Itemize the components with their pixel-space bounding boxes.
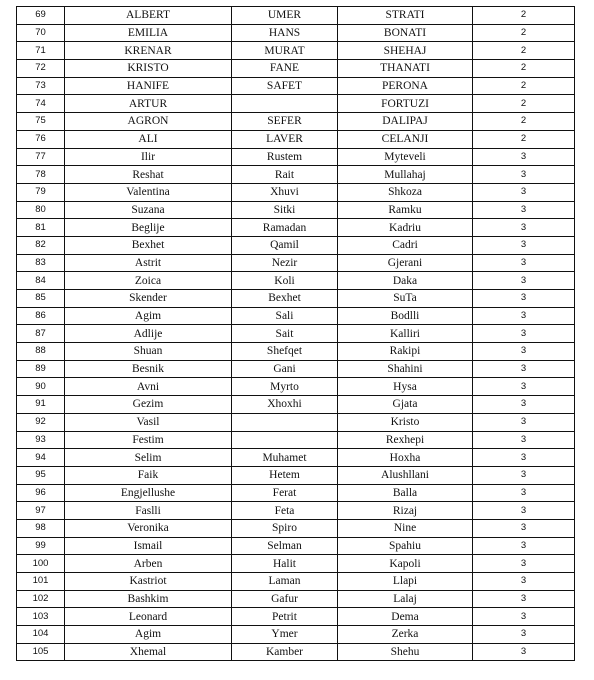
last-name-cell: Dema — [338, 608, 473, 626]
last-name-cell: Rakipi — [338, 343, 473, 361]
row-number-cell: 81 — [17, 219, 65, 237]
last-name-cell: SuTa — [338, 290, 473, 308]
first-name-cell: Suzana — [65, 201, 232, 219]
last-name-cell: Rexhepi — [338, 431, 473, 449]
last-name-cell: DALIPAJ — [338, 113, 473, 131]
table-row — [17, 431, 575, 449]
last-name-cell: Myteveli — [338, 148, 473, 166]
table-row — [17, 573, 575, 591]
category-cell: 2 — [473, 7, 575, 25]
first-name-cell: Skender — [65, 290, 232, 308]
row-number-cell: 79 — [17, 183, 65, 201]
category-cell: 3 — [473, 396, 575, 414]
father-name-cell: Sali — [232, 307, 338, 325]
first-name-cell: Ismail — [65, 537, 232, 555]
father-name-cell: Kamber — [232, 643, 338, 661]
category-cell: 3 — [473, 166, 575, 184]
category-cell: 3 — [473, 343, 575, 361]
first-name-cell: Gezim — [65, 396, 232, 414]
row-number-cell: 100 — [17, 555, 65, 573]
table-row — [17, 60, 575, 78]
last-name-cell: Lalaj — [338, 590, 473, 608]
last-name-cell: Cadri — [338, 236, 473, 254]
last-name-cell: Hysa — [338, 378, 473, 396]
row-number-cell: 88 — [17, 343, 65, 361]
row-number-cell: 87 — [17, 325, 65, 343]
last-name-cell: Alushllani — [338, 466, 473, 484]
row-number-cell: 72 — [17, 60, 65, 78]
row-number-cell: 99 — [17, 537, 65, 555]
first-name-cell: EMILIA — [65, 24, 232, 42]
first-name-cell: Ilir — [65, 148, 232, 166]
father-name-cell: MURAT — [232, 42, 338, 60]
row-number-cell: 85 — [17, 290, 65, 308]
first-name-cell: Kastriot — [65, 573, 232, 591]
table-row — [17, 449, 575, 467]
table-row — [17, 608, 575, 626]
row-number-cell: 86 — [17, 307, 65, 325]
father-name-cell: Rustem — [232, 148, 338, 166]
last-name-cell: Kalliri — [338, 325, 473, 343]
father-name-cell: Spiro — [232, 519, 338, 537]
first-name-cell: Selim — [65, 449, 232, 467]
last-name-cell: Bodlli — [338, 307, 473, 325]
last-name-cell: Kristo — [338, 413, 473, 431]
category-cell: 3 — [473, 537, 575, 555]
category-cell: 2 — [473, 95, 575, 113]
category-cell: 2 — [473, 60, 575, 78]
row-number-cell: 71 — [17, 42, 65, 60]
row-number-cell: 75 — [17, 113, 65, 131]
father-name-cell: Myrto — [232, 378, 338, 396]
category-cell: 3 — [473, 325, 575, 343]
table-row — [17, 537, 575, 555]
last-name-cell: Shehu — [338, 643, 473, 661]
first-name-cell: Shuan — [65, 343, 232, 361]
table-row — [17, 343, 575, 361]
last-name-cell: Mullahaj — [338, 166, 473, 184]
category-cell: 3 — [473, 590, 575, 608]
category-cell: 3 — [473, 502, 575, 520]
table-body — [17, 7, 575, 661]
name-list-table — [16, 6, 575, 661]
category-cell: 3 — [473, 378, 575, 396]
last-name-cell: Balla — [338, 484, 473, 502]
first-name-cell: Bashkim — [65, 590, 232, 608]
last-name-cell: THANATI — [338, 60, 473, 78]
father-name-cell: Ferat — [232, 484, 338, 502]
table-row — [17, 590, 575, 608]
row-number-cell: 70 — [17, 24, 65, 42]
last-name-cell: Rizaj — [338, 502, 473, 520]
first-name-cell: Valentina — [65, 183, 232, 201]
table-row — [17, 413, 575, 431]
last-name-cell: FORTUZI — [338, 95, 473, 113]
table-row — [17, 113, 575, 131]
father-name-cell: Xhoxhi — [232, 396, 338, 414]
table-row — [17, 290, 575, 308]
last-name-cell: Shahini — [338, 360, 473, 378]
row-number-cell: 78 — [17, 166, 65, 184]
father-name-cell: Sait — [232, 325, 338, 343]
last-name-cell: STRATI — [338, 7, 473, 25]
category-cell: 2 — [473, 113, 575, 131]
first-name-cell: Bexhet — [65, 236, 232, 254]
row-number-cell: 103 — [17, 608, 65, 626]
table-row — [17, 378, 575, 396]
category-cell: 3 — [473, 413, 575, 431]
table-row — [17, 254, 575, 272]
father-name-cell: UMER — [232, 7, 338, 25]
category-cell: 3 — [473, 484, 575, 502]
father-name-cell: SEFER — [232, 113, 338, 131]
father-name-cell: Sitki — [232, 201, 338, 219]
father-name-cell: Feta — [232, 502, 338, 520]
category-cell: 3 — [473, 219, 575, 237]
father-name-cell: Ymer — [232, 626, 338, 644]
category-cell: 2 — [473, 24, 575, 42]
table-row — [17, 24, 575, 42]
table-row — [17, 502, 575, 520]
father-name-cell: HANS — [232, 24, 338, 42]
table-row — [17, 643, 575, 661]
father-name-cell: Gani — [232, 360, 338, 378]
last-name-cell: Shkoza — [338, 183, 473, 201]
row-number-cell: 73 — [17, 77, 65, 95]
last-name-cell: Gjerani — [338, 254, 473, 272]
category-cell: 3 — [473, 555, 575, 573]
father-name-cell: Bexhet — [232, 290, 338, 308]
row-number-cell: 105 — [17, 643, 65, 661]
table-row — [17, 77, 575, 95]
father-name-cell: Selman — [232, 537, 338, 555]
row-number-cell: 74 — [17, 95, 65, 113]
row-number-cell: 80 — [17, 201, 65, 219]
first-name-cell: Veronika — [65, 519, 232, 537]
row-number-cell: 90 — [17, 378, 65, 396]
father-name-cell — [232, 413, 338, 431]
last-name-cell: Daka — [338, 272, 473, 290]
father-name-cell: Qamil — [232, 236, 338, 254]
category-cell: 3 — [473, 236, 575, 254]
first-name-cell: Festim — [65, 431, 232, 449]
father-name-cell: Gafur — [232, 590, 338, 608]
category-cell: 2 — [473, 130, 575, 148]
row-number-cell: 77 — [17, 148, 65, 166]
table-row — [17, 166, 575, 184]
category-cell: 3 — [473, 431, 575, 449]
row-number-cell: 83 — [17, 254, 65, 272]
first-name-cell: Reshat — [65, 166, 232, 184]
last-name-cell: PERONA — [338, 77, 473, 95]
father-name-cell: LAVER — [232, 130, 338, 148]
row-number-cell: 69 — [17, 7, 65, 25]
row-number-cell: 94 — [17, 449, 65, 467]
father-name-cell: Nezir — [232, 254, 338, 272]
father-name-cell — [232, 95, 338, 113]
table-row — [17, 307, 575, 325]
first-name-cell: ALBERT — [65, 7, 232, 25]
first-name-cell: Astrit — [65, 254, 232, 272]
last-name-cell: Spahiu — [338, 537, 473, 555]
table-row — [17, 360, 575, 378]
row-number-cell: 82 — [17, 236, 65, 254]
father-name-cell: Laman — [232, 573, 338, 591]
father-name-cell: Muhamet — [232, 449, 338, 467]
category-cell: 3 — [473, 307, 575, 325]
row-number-cell: 104 — [17, 626, 65, 644]
last-name-cell: Kapoli — [338, 555, 473, 573]
first-name-cell: Leonard — [65, 608, 232, 626]
name-list-sheet — [16, 6, 575, 661]
table-row — [17, 42, 575, 60]
row-number-cell: 93 — [17, 431, 65, 449]
category-cell: 3 — [473, 290, 575, 308]
row-number-cell: 98 — [17, 519, 65, 537]
table-row — [17, 626, 575, 644]
category-cell: 3 — [473, 466, 575, 484]
last-name-cell: Kadriu — [338, 219, 473, 237]
first-name-cell: HANIFE — [65, 77, 232, 95]
first-name-cell: Vasil — [65, 413, 232, 431]
table-row — [17, 519, 575, 537]
table-row — [17, 272, 575, 290]
father-name-cell: Halit — [232, 555, 338, 573]
table-row — [17, 325, 575, 343]
row-number-cell: 101 — [17, 573, 65, 591]
category-cell: 2 — [473, 77, 575, 95]
father-name-cell: Rait — [232, 166, 338, 184]
first-name-cell: Agim — [65, 307, 232, 325]
first-name-cell: ARTUR — [65, 95, 232, 113]
first-name-cell: Zoica — [65, 272, 232, 290]
row-number-cell: 91 — [17, 396, 65, 414]
last-name-cell: BONATI — [338, 24, 473, 42]
table-row — [17, 130, 575, 148]
category-cell: 3 — [473, 183, 575, 201]
category-cell: 3 — [473, 201, 575, 219]
last-name-cell: CELANJI — [338, 130, 473, 148]
last-name-cell: Gjata — [338, 396, 473, 414]
row-number-cell: 95 — [17, 466, 65, 484]
category-cell: 3 — [473, 449, 575, 467]
father-name-cell: Shefqet — [232, 343, 338, 361]
first-name-cell: Avni — [65, 378, 232, 396]
category-cell: 3 — [473, 643, 575, 661]
first-name-cell: KRISTO — [65, 60, 232, 78]
first-name-cell: Xhemal — [65, 643, 232, 661]
father-name-cell: Petrit — [232, 608, 338, 626]
table-row — [17, 183, 575, 201]
table-row — [17, 7, 575, 25]
father-name-cell: Hetem — [232, 466, 338, 484]
category-cell: 3 — [473, 519, 575, 537]
table-row — [17, 95, 575, 113]
first-name-cell: Adlije — [65, 325, 232, 343]
row-number-cell: 89 — [17, 360, 65, 378]
father-name-cell: SAFET — [232, 77, 338, 95]
first-name-cell: Agim — [65, 626, 232, 644]
first-name-cell: KRENAR — [65, 42, 232, 60]
first-name-cell: ALI — [65, 130, 232, 148]
father-name-cell: Ramadan — [232, 219, 338, 237]
table-row — [17, 219, 575, 237]
table-row — [17, 201, 575, 219]
last-name-cell: Nine — [338, 519, 473, 537]
last-name-cell: Hoxha — [338, 449, 473, 467]
row-number-cell: 76 — [17, 130, 65, 148]
table-row — [17, 396, 575, 414]
category-cell: 2 — [473, 42, 575, 60]
row-number-cell: 102 — [17, 590, 65, 608]
first-name-cell: Besnik — [65, 360, 232, 378]
row-number-cell: 84 — [17, 272, 65, 290]
first-name-cell: Engjellushe — [65, 484, 232, 502]
table-row — [17, 236, 575, 254]
row-number-cell: 92 — [17, 413, 65, 431]
table-row — [17, 484, 575, 502]
category-cell: 3 — [473, 626, 575, 644]
category-cell: 3 — [473, 573, 575, 591]
category-cell: 3 — [473, 360, 575, 378]
first-name-cell: Faslli — [65, 502, 232, 520]
first-name-cell: Arben — [65, 555, 232, 573]
first-name-cell: Faik — [65, 466, 232, 484]
table-row — [17, 555, 575, 573]
category-cell: 3 — [473, 254, 575, 272]
row-number-cell: 97 — [17, 502, 65, 520]
father-name-cell: Koli — [232, 272, 338, 290]
father-name-cell: FANE — [232, 60, 338, 78]
father-name-cell: Xhuvi — [232, 183, 338, 201]
father-name-cell — [232, 431, 338, 449]
row-number-cell: 96 — [17, 484, 65, 502]
last-name-cell: Ramku — [338, 201, 473, 219]
first-name-cell: AGRON — [65, 113, 232, 131]
category-cell: 3 — [473, 148, 575, 166]
category-cell: 3 — [473, 608, 575, 626]
last-name-cell: SHEHAJ — [338, 42, 473, 60]
table-row — [17, 466, 575, 484]
category-cell: 3 — [473, 272, 575, 290]
last-name-cell: Llapi — [338, 573, 473, 591]
table-row — [17, 148, 575, 166]
last-name-cell: Zerka — [338, 626, 473, 644]
first-name-cell: Beglije — [65, 219, 232, 237]
